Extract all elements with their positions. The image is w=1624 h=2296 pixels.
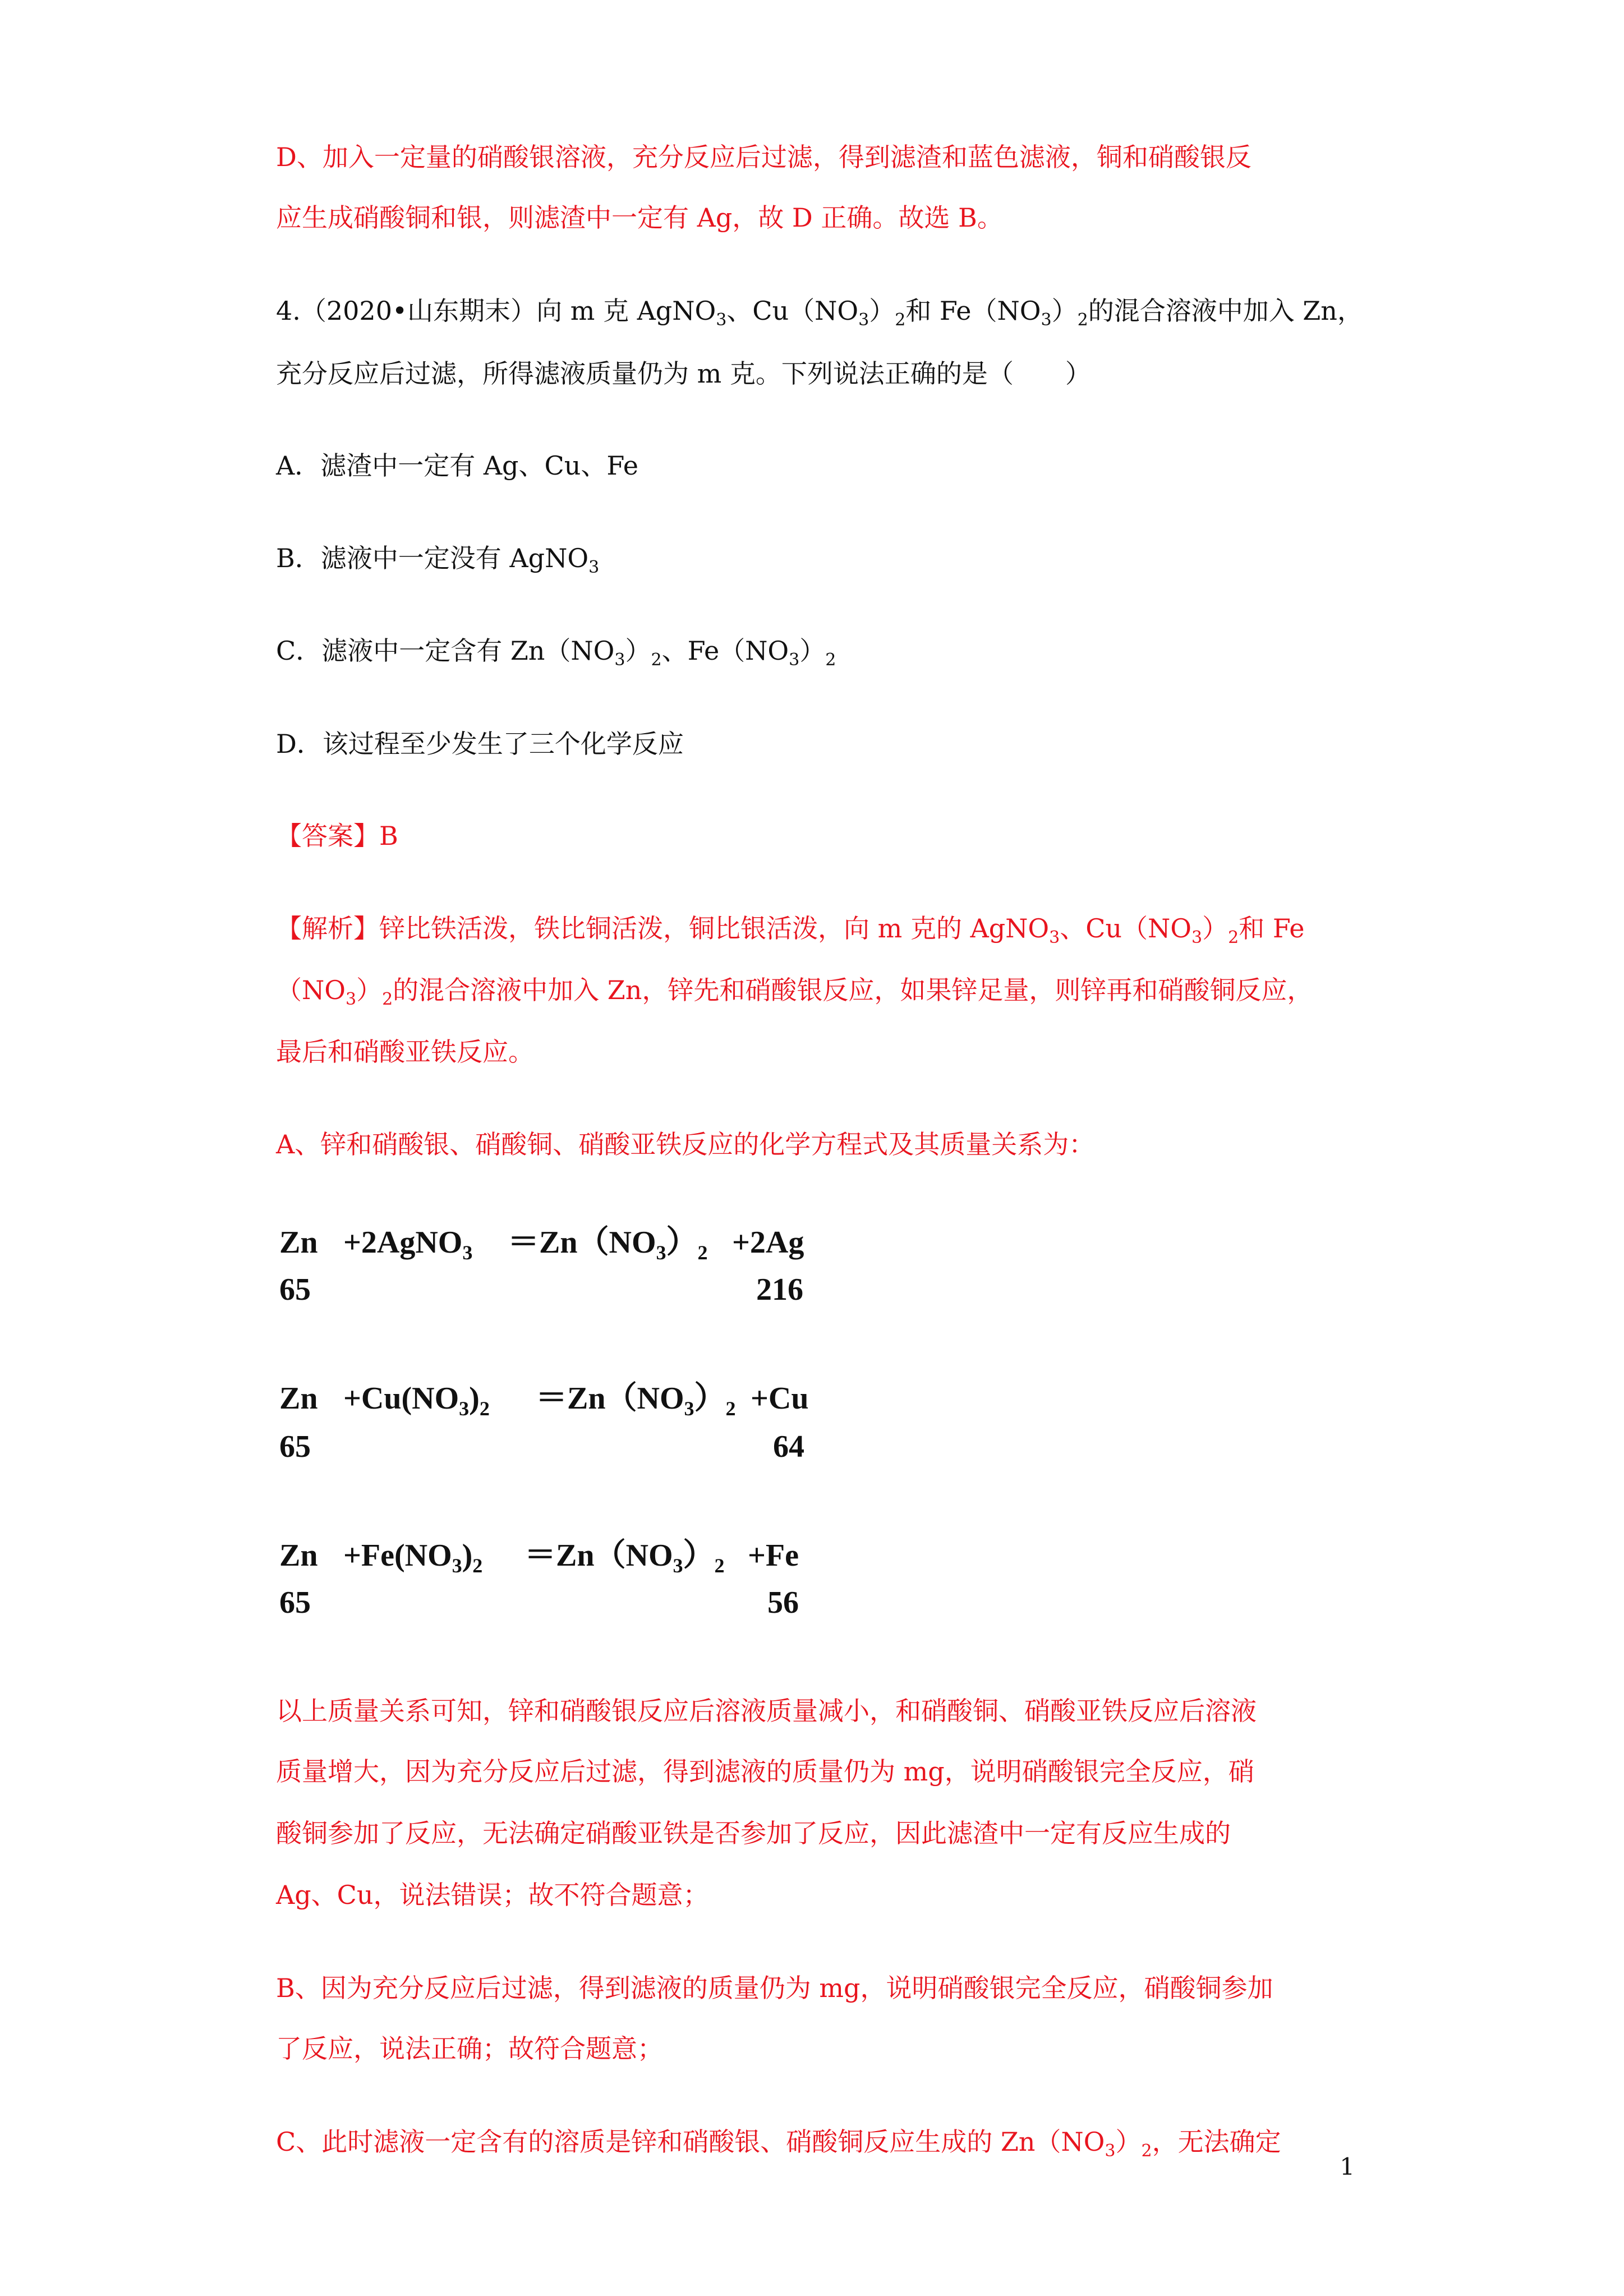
answer <box>276 819 398 853</box>
analysis-a-intro: A、锌和硝酸银、硝酸铜、硝酸亚铁反应的化学方程式及其质量关系为： <box>276 1129 1095 1159</box>
analysis-line-1: 【解析】锌比铁活泼，铁比铜活泼，铜比银活泼，向 m 克的 AgNO$_3$、$Cu(NO_3)_2$和 Fe <box>276 913 1305 947</box>
analysis-label: 【解析】 <box>276 913 379 944</box>
conclusion-line-2: 质量增大，因为充分反应后过滤，得到滤液的质量仍为 mg，说明硝酸银完全反应，硝 <box>276 1756 1254 1787</box>
eq3-zn: Zn <box>279 1538 318 1573</box>
eq2-zn: Zn <box>279 1381 318 1416</box>
eq2-mass-product: 64 <box>773 1429 804 1464</box>
analysis-line-2: $(NO_3)_2$的混合溶液中加入 Zn，锌先和硝酸银反应，如果锌足量，则锌再和硝酸铜反应， <box>276 975 1313 1009</box>
eq3-mass-product: 56 <box>767 1585 799 1620</box>
question-4-line-1: 4.（2020•山东期末）向 m 克 AgNO$_3$、$Cu(NO_3)_2$和 $Fe(NO_3)_2$的混合溶液中加入 Zn， <box>276 296 1363 330</box>
eq3-product-metal: +Fe <box>748 1538 799 1573</box>
c-explanation-line-1: C、此时滤液一定含有的溶质是锌和硝酸银、硝酸铜反应生成的 $Zn(NO_3)_2$，无法确定 <box>276 2127 1281 2161</box>
option-d: D．该过程至少发生了三个化学反应 <box>276 729 684 759</box>
page-number: 1 <box>1340 2153 1355 2180</box>
eq1-zn: Zn <box>279 1225 318 1260</box>
eq1-mass-product: 216 <box>756 1272 803 1307</box>
option-c: C．滤液中一定含有 $Zn(NO_3)_2$、$Fe(NO_3)_2$ <box>276 636 836 670</box>
eq3-mass-zn: 65 <box>279 1585 311 1620</box>
eq3-product-salt: $=Zn(NO_3)_2$ <box>525 1538 725 1577</box>
eq3-reactant: $+Fe(NO_3)_2$ <box>343 1538 483 1577</box>
eq1-product-metal: +2Ag <box>732 1225 804 1260</box>
analysis-line-3: 最后和硝酸亚铁反应。 <box>276 1037 534 1067</box>
option-b: B．滤液中一定没有 AgNO$_3$ <box>276 543 600 577</box>
question-4-line-2: 充分反应后过滤，所得滤液质量仍为 m 克。下列说法正确的是（ ） <box>276 358 1091 389</box>
b-explanation-line-1: B、因为充分反应后过滤，得到滤液的质量仍为 mg，说明硝酸银完全反应，硝酸铜参加 <box>276 1973 1273 2003</box>
conclusion-line-3: 酸铜参加了反应，无法确定硝酸亚铁是否参加了反应，因此滤渣中一定有反应生成的 <box>276 1818 1231 1848</box>
eq2-product-metal: +Cu <box>751 1381 809 1416</box>
eq1-mass-zn: 65 <box>279 1272 311 1307</box>
eq2-reactant: $+Cu(NO_3)_2$ <box>343 1381 490 1420</box>
d-explanation-line-1: D、加入一定量的硝酸银溶液，充分反应后过滤，得到滤渣和蓝色滤液，铜和硝酸银反 <box>276 142 1252 172</box>
conclusion-line-1: 以上质量关系可知，锌和硝酸银反应后溶液质量减小，和硝酸铜、硝酸亚铁反应后溶液 <box>276 1696 1257 1726</box>
b-explanation-line-2: 了反应，说法正确；故符合题意； <box>276 2033 663 2064</box>
answer-label: 【答案】 <box>276 821 379 851</box>
conclusion-line-4: Ag、Cu，说法错误；故不符合题意； <box>276 1880 709 1910</box>
eq1-reactant: +2AgNO$_3$ <box>343 1225 473 1264</box>
eq1-product-salt: $=Zn(NO_3)_2$ <box>508 1225 708 1264</box>
option-a: A．滤渣中一定有 Ag、Cu、Fe <box>276 450 638 481</box>
eq2-product-salt: $=Zn(NO_3)_2$ <box>536 1381 736 1420</box>
answer-value: B <box>379 821 398 851</box>
d-explanation-line-2: 应生成硝酸铜和银，则滤渣中一定有 Ag，故 D 正确。故选 B。 <box>276 203 1003 233</box>
eq2-mass-zn: 65 <box>279 1429 311 1464</box>
